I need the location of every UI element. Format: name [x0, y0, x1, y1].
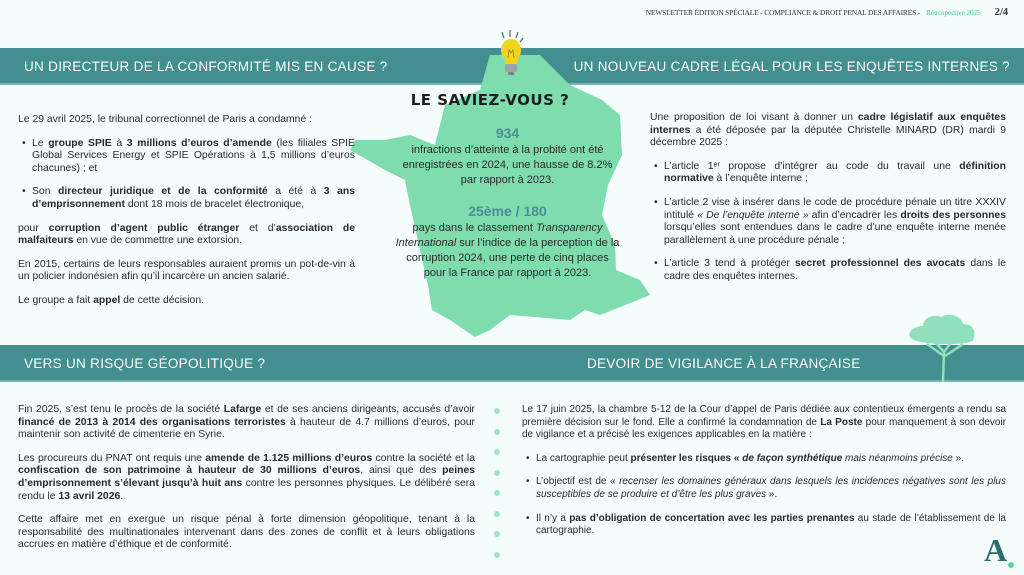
body-text: ». — [952, 452, 964, 464]
body-text: pour manquement à son devoir de vigilance et a précisé les exigences applicables en la matière : — [522, 416, 1007, 441]
firm-logo — [984, 532, 1007, 569]
list-item — [650, 161, 1006, 186]
bold-text: 3 millions d’euros d’amende — [126, 137, 272, 149]
body-text: , ainsi que des — [360, 465, 443, 477]
body-text: contre les personnes physiques. Le délibéré sera rendu le — [18, 477, 476, 502]
bold-text: directeur juridique et de la conformité — [58, 186, 268, 198]
body-text: L’objectif est de « — [536, 476, 620, 488]
paragraph — [18, 404, 475, 442]
bold-text: cadre législatif aux enquêtes internes — [650, 112, 1006, 136]
tree-icon — [905, 312, 985, 382]
section-title-vigilance: DEVOIR DE VIGILANCE À LA FRANÇAISE — [587, 356, 861, 371]
body-text: à l’enquête interne ; — [713, 173, 808, 185]
logo-letter: A — [984, 532, 1008, 568]
section-title-directeur: UN DIRECTEUR DE LA CONFORMITÉ MIS EN CAUSE ? — [24, 59, 388, 74]
body-text: pour — [18, 222, 49, 234]
section-title-cadre-legal: UN NOUVEAU CADRE LÉGAL POUR LES ENQUÊTES INTERNES ? — [573, 59, 1010, 74]
body-text: lorsqu’elles sont entendues dans le cadre d’une enquête interne menée parallèlement à une procédure pénale ; — [664, 222, 1006, 246]
body-text: Le — [32, 137, 49, 149]
bold-text: confiscation de son patrimoine à hauteur de 30 millions d’euros — [18, 465, 361, 477]
bold-text: présenter les risques « — [630, 452, 743, 464]
body-text: de cette décision. — [120, 294, 205, 306]
section-title-geopolitique: VERS UN RISQUE GÉOPOLITIQUE ? — [24, 356, 266, 371]
body-text: ». — [766, 488, 778, 500]
body-text: et de ses anciens dirigeants, accusés d’avoir — [261, 404, 475, 415]
section-body-vigilance — [522, 404, 1006, 549]
section-body-geopolitique — [18, 404, 475, 563]
body-text: contre la société et la — [372, 452, 475, 464]
body-text: Cette affaire met en exergue un risque pénal à forte dimension géopolitique, tenant à la responsabilité des multinationales intervenant dans des zones de conflit et à leurs obligations accrues en matière d’éthique et de conformité. — [18, 514, 475, 551]
body-text: au stade de l’établissement de la cartographie. — [536, 512, 1006, 537]
body-text: dans le cadre des enquêtes internes. — [664, 258, 1006, 282]
newsletter-title: NEWSLETTER ÉDITION SPÉCIALE - COMPLIANCE & DROIT PENAL DES AFFAIRES - — [645, 7, 921, 17]
fact-infractions — [395, 126, 620, 188]
paragraph — [18, 259, 355, 284]
page-number: 2/4 — [994, 6, 1008, 18]
list-item — [522, 453, 1006, 466]
bold-text: corruption d’agent public étranger — [48, 222, 240, 234]
bold-text: groupe SPIE — [48, 137, 112, 149]
body-text: La cartographie peut — [536, 452, 631, 464]
body-text: . — [120, 490, 124, 502]
bold-text: 3 ans d’emprisonnement — [32, 186, 355, 210]
section-body-directeur — [18, 114, 355, 319]
fact-number: 25ème / 180 — [468, 203, 547, 219]
lightbulb-icon — [490, 28, 534, 80]
saviez-vous-title: LE SAVIEZ-VOUS ? — [410, 91, 570, 109]
body-text: à — [111, 137, 127, 149]
body-text: L’article 3 tend à protéger — [664, 258, 795, 270]
body-text: Le 29 avril 2025, le tribunal correctionnel de Paris a condamné : — [18, 114, 312, 125]
bold-text: secret professionnel des avocats — [794, 258, 966, 270]
bold-text: peines d’emprisonnement s’élevant jusqu’à huit ans — [18, 465, 475, 489]
bold-text: La Poste — [820, 416, 863, 428]
bold-text: de façon synthétique — [742, 452, 843, 464]
bullet-list — [18, 138, 355, 212]
body-text: à hauteur de 4.7 millions d’euros, pour maintenir son activité de cimenterie en Syrie. — [18, 416, 476, 441]
fact-text: sur l’indice de la perception de la corruption 2024, une perte de cinq places pour la France par rapport à 2023. — [406, 237, 620, 279]
body-text: Le groupe a fait — [18, 294, 94, 306]
body-text: en vue de commettre une extorsion. — [73, 235, 243, 247]
body-text: En 2015, certains de leurs responsables auraient promis un pot-de-vin à un policier indonésien afin qu’il incarcère un ancien salarié. — [18, 258, 355, 283]
body-text: afin d’encadrer les — [808, 209, 901, 221]
newsletter-header — [646, 6, 1008, 18]
paragraph — [18, 453, 475, 503]
fact-text-em: Transparency International — [395, 222, 603, 249]
fact-number: 934 — [495, 125, 520, 141]
bold-text: pas d’obligation de concertation avec les parties prenantes — [569, 512, 855, 524]
italic-text: recenser les domaines généraux dans lesquels les incidences négatives sont les plus susceptibles de se produire et d’être les plus graves — [536, 476, 1006, 500]
list-item — [650, 258, 1006, 283]
retrospective-label: Rétrospective 2025 — [926, 7, 981, 17]
fact-text: infractions d’atteinte à la probité ont été enregistrées en 2024, une hausse de 8.2% par rapport à 2023. — [402, 144, 613, 186]
body-text: a été à — [267, 186, 324, 198]
list-item — [650, 197, 1006, 247]
list-item — [18, 186, 355, 211]
dotted-divider — [494, 408, 502, 572]
bold-text: définition normative — [664, 160, 1006, 185]
body-text: L’article 1ᵉʳ propose d’intégrer au code du travail une — [664, 160, 960, 172]
body-text: Son — [32, 186, 59, 198]
bold-text: financé de 2013 à 2014 des organisations terroristes — [18, 416, 286, 428]
italic-text: mais néanmoins précise — [842, 452, 953, 464]
paragraph — [18, 114, 355, 127]
body-text: Une proposition de loi visant à donner un — [650, 112, 858, 123]
paragraph — [18, 223, 355, 248]
bold-text: Lafarge — [223, 404, 262, 415]
bold-text: amende de 1.125 millions d’euros — [205, 452, 373, 464]
section-body-cadre-legal — [650, 112, 1006, 295]
paragraph — [18, 514, 475, 552]
fact-classement — [395, 204, 620, 281]
italic-text: « De l’enquête interne » — [697, 209, 809, 221]
bullet-list — [650, 161, 1006, 284]
body-text: et d’ — [239, 222, 276, 234]
list-item — [522, 513, 1006, 538]
body-text: L’article 2 vise à insérer dans le code de procédure pénale un titre XXXIV intitulé — [664, 196, 1006, 221]
fact-text: pays dans le classement — [412, 222, 537, 234]
body-text: Le 17 juin 2025, la chambre 5-12 de la Cour d’appel de Paris dédiée aux contentieux émergents a rendu sa première décision sur le fond. Elle a confirmé la condamnation de — [522, 404, 1006, 428]
bold-text: 13 avril 2026 — [58, 490, 121, 502]
bold-text: association de malfaiteurs — [18, 222, 356, 247]
body-text: Les procureurs du PNAT ont requis une — [18, 452, 206, 464]
bold-text: droits des personnes — [900, 209, 1006, 221]
body-text: Il n’y a — [536, 512, 570, 524]
body-text: dont 18 mois de bracelet électronique, — [124, 198, 305, 210]
body-text: (les filiales SPIE Global Services Energy et SPIE Opérations à 1,5 millions d’euros chacunes) ; et — [32, 137, 355, 174]
list-item — [18, 138, 355, 176]
body-text: Fin 2025, s’est tenu le procès de la société — [18, 404, 224, 415]
body-text: a été déposée par la députée Christelle MINARD (DR) mardi 9 décembre 2025 : — [650, 124, 1006, 149]
bullet-list — [522, 453, 1006, 538]
list-item — [522, 476, 1006, 501]
paragraph — [522, 404, 1006, 442]
paragraph — [650, 112, 1006, 150]
bold-text: appel — [93, 294, 121, 306]
paragraph — [18, 295, 355, 308]
